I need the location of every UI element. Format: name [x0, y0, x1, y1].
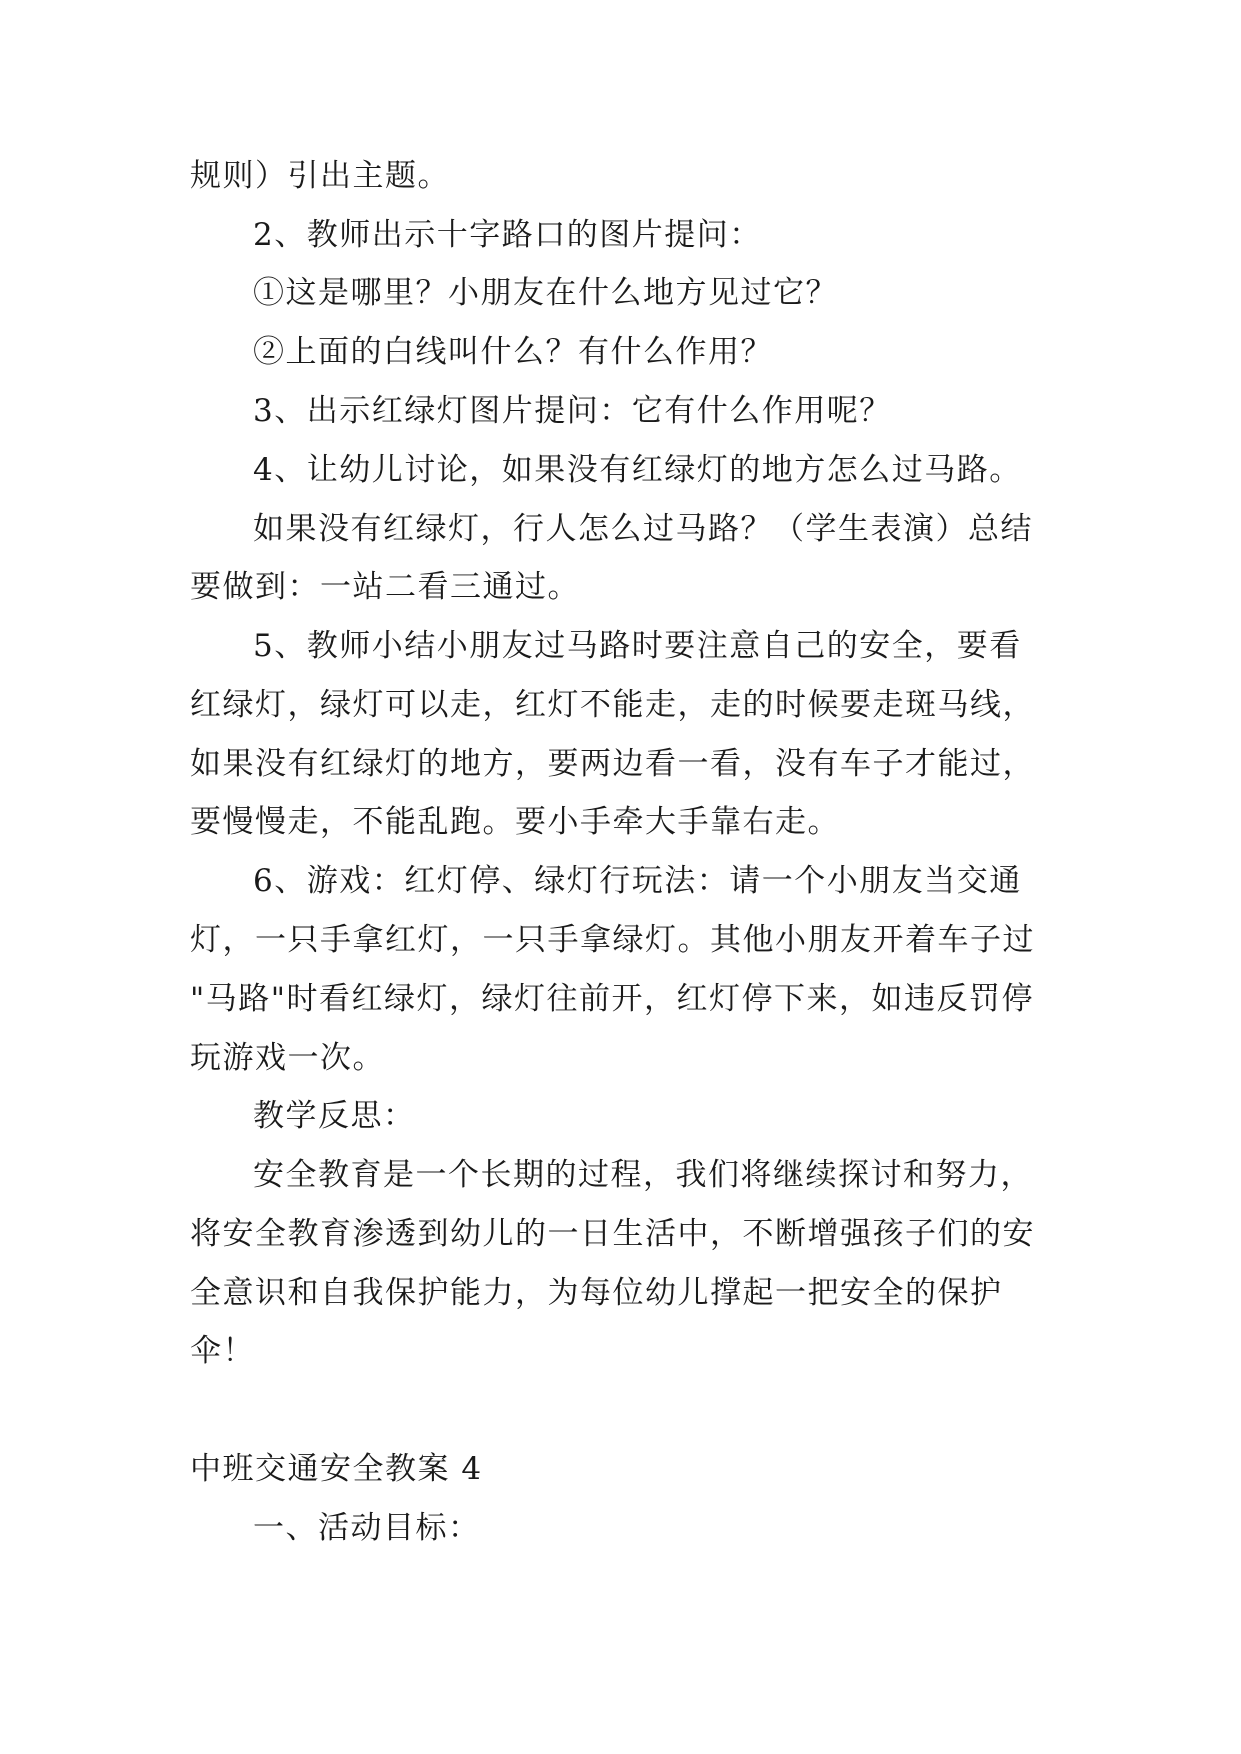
text-line-17: 教学反思：: [253, 1098, 416, 1134]
text-line-15: "马路"时看红绿灯，绿灯往前开，红灯停下来，如违反罚停: [190, 981, 1035, 1017]
text-line-4: ②上面的白线叫什么？有什么作用？: [253, 334, 773, 370]
text-line-20: 全意识和自我保护能力，为每位幼儿撑起一把安全的保护: [190, 1275, 1003, 1311]
text-line-21: 伞！: [190, 1333, 255, 1369]
text-line-7: 如果没有红绿灯，行人怎么过马路？（学生表演）总结: [253, 511, 1033, 547]
text-line-11: 如果没有红绿灯的地方，要两边看一看，没有车子才能过，: [190, 746, 1035, 782]
text-line-10: 红绿灯，绿灯可以走，红灯不能走，走的时候要走斑马线，: [190, 687, 1035, 723]
text-line-23: 一、活动目标：: [253, 1510, 481, 1546]
text-line-3: ①这是哪里？小朋友在什么地方见过它？: [253, 275, 838, 311]
section-heading: 中班交通安全教案 4: [190, 1451, 483, 1487]
text-line-18: 安全教育是一个长期的过程，我们将继续探讨和努力，: [253, 1157, 1033, 1193]
text-line-5: 3、出示红绿灯图片提问：它有什么作用呢？: [253, 393, 892, 429]
text-line-12: 要慢慢走，不能乱跑。要小手牵大手靠右走。: [190, 804, 840, 840]
text-line-6: 4、让幼儿讨论，如果没有红绿灯的地方怎么过马路。: [253, 452, 1022, 488]
text-line-8: 要做到：一站二看三通过。: [190, 569, 580, 605]
text-line-13: 6、游戏：红灯停、绿灯行玩法：请一个小朋友当交通: [253, 863, 1022, 899]
text-line-19: 将安全教育渗透到幼儿的一日生活中，不断增强孩子们的安: [190, 1216, 1035, 1252]
text-line-1: 规则）引出主题。: [190, 158, 450, 194]
text-line-9: 5、教师小结小朋友过马路时要注意自己的安全，要看: [253, 628, 1022, 664]
text-line-16: 玩游戏一次。: [190, 1040, 385, 1076]
text-line-14: 灯，一只手拿红灯，一只手拿绿灯。其他小朋友开着车子过: [190, 922, 1035, 958]
text-line-2: 2、教师出示十字路口的图片提问：: [253, 217, 762, 253]
